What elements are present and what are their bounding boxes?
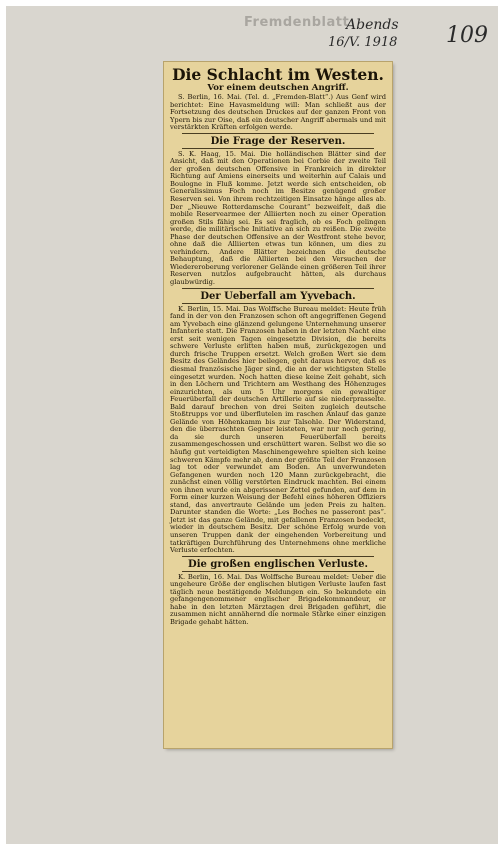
- handwritten-date: 16/V. 1918: [328, 35, 398, 50]
- section-heading-losses: Die großen englischen Verluste.: [188, 558, 368, 570]
- article-title: Die Schlacht im Westen.: [172, 65, 384, 84]
- article-intro: S. Berlin, 16. Mai. (Tel. d. „Fremden-Blatt“.) Aus Genf wird berichtet: Eine Havasmeldung will: Man schließt aus der Fortsetzung des deutschen Druckes auf der ganzen Front von Ypern bis zur Oise, daß ein deutscher Angriff abermals und mit verstärkten Kräften erfolgen werde.: [170, 93, 386, 132]
- section-body-losses: K. Berlin, 16. Mai. Das Wolffsche Bureau meldet: Ueber die ungeheure Größe der englischen blutigen Verluste laufen fast täglich neue bestätigende Meldungen ein. So bekundete ein gefangengenommener englischer Brigadekommandeur, er habe in den letzten Märztagen drei Brigaden geführt, die zusammen nicht annähernd die normale Stärke einer einzigen Brigade gehabt hätten.: [170, 572, 386, 626]
- divider: [182, 571, 374, 572]
- divider: [182, 303, 374, 304]
- source-stamp: Fremdenblatt: [244, 15, 350, 30]
- divider: [182, 148, 374, 149]
- article-subtitle: Vor einem deutschen Angriff.: [207, 83, 349, 93]
- divider: [182, 556, 374, 557]
- handwritten-edition: Abends: [346, 17, 399, 33]
- section-heading-raid: Der Ueberfall am Yyvebach.: [200, 290, 356, 302]
- handwritten-number: 109: [446, 23, 488, 48]
- section-heading-reserves: Die Frage der Reserven.: [210, 135, 346, 147]
- newspaper-clipping: [164, 62, 392, 748]
- section-body-raid: K. Berlin, 15. Mai. Das Wolffsche Bureau meldet: Heute früh fand in der von den Franzosen schon oft angegriffenen Gegend am Yyvebach eine glänzend gelungene Unternehmung unserer Infanterie statt. Die Franzosen haben in der letzten Nacht eine erst seit wenigen Tagen eingesetzte Division, die bereits schwere Verluste erlitten haben muß, zurückgezogen und durch frische Truppen ersetzt. Welch großen Wert sie dem Besitz des Geländes hier beilegen, geht daraus hervor, daß es diesmal französische Jäger sind, die an der wichtigsten Stelle eingesetzt wurden. Noch hatten diese keine Zeit gehabt, sich in den Löchern und Trichtern am Westhang des Höhenzuges einzurichten, als um 5 Uhr morgens ein gewaltiger Feuerüberfall der deutschen Artillerie auf sie niederprasselte. Bald darauf brechen von drei Seiten zugleich deutsche Stoßtrupps vor und überflutelen im raschen Anlauf das ganze Gelände von Höhenkamm bis zur Talsohle. Der Widerstand, den die überraschten Gegner leisteten, war nur noch gering, da sie durch unseren Feuerüberfall bereits zusammengeschossen und erschüttert waren. Selbst wo die so häufig gut verteidigten Maschinengewehre spielten sich keine schweren Kämpfe mehr ab, denn der größte Teil der Franzosen lag tot oder verwundet am Boden. An unverwundeten Gefangenen wurden noch 120 Mann zurückgebracht, die zunächst einen völlig verstörten Eindruck machten. Bei einem von ihnen wurde ein abgerissener Zettel gefunden, auf dem in Form einer kurzen Weisung der Befehl eines höheren Offiziers stand, das anvertraute Gelände um jeden Preis zu halten. Darunter standen die Worte: „Les Boches ne passeront pas“. Jetzt ist das ganze Gelände, mit gefallenen Franzosen bedeckt, wieder in deutschem Besitz. Der schöne Erfolg wurde von unseren Truppen dank der eingehenden Vorbereitung und tatkräftigen Durchführung des Unternehmens ohne merkliche Verluste erfochten.: [170, 304, 386, 555]
- divider: [182, 288, 374, 289]
- section-body-reserves: S. K. Haag, 15. Mai. Die holländischen Blätter sind der Ansicht, daß mit den Operationen bei Corbie der zweite Teil der großen deutschen Offensive in Frankreich in direkter Richtung auf Amiens einerseits und weiterhin auf Calais und Boulogne in Fluß komme. Jetzt werde sich entscheiden, ob Generalissimus Foch noch im Besitze genügend großer Reserven sei. Von ihrem rechtzeitigen Einsatze hänge alles ab. Der „Nieuwe Rotterdamsche Courant“ bezweifelt, daß die mobile Reservearmee der Alliierten noch zu einer Operation großen Stils fähig sei. Es sei fraglich, ob es Foch gelingen werde, die militärische Initiative an sich zu reißen. Die zweite Phase der deutschen Offensive an der Westfront stehe bevor, ohne daß die Alliierten etwas tun können, um dies zu verhindern. Andere Blätter bezeichnen die deutsche Behauptung, daß die Alliierten bei den Versuchen der Wiedereroberung verlorener Gelände einen größeren Teil ihrer Reserven nutzlos aufgebraucht hätten, als durchaus glaubwürdig.: [170, 149, 386, 287]
- divider: [182, 133, 374, 134]
